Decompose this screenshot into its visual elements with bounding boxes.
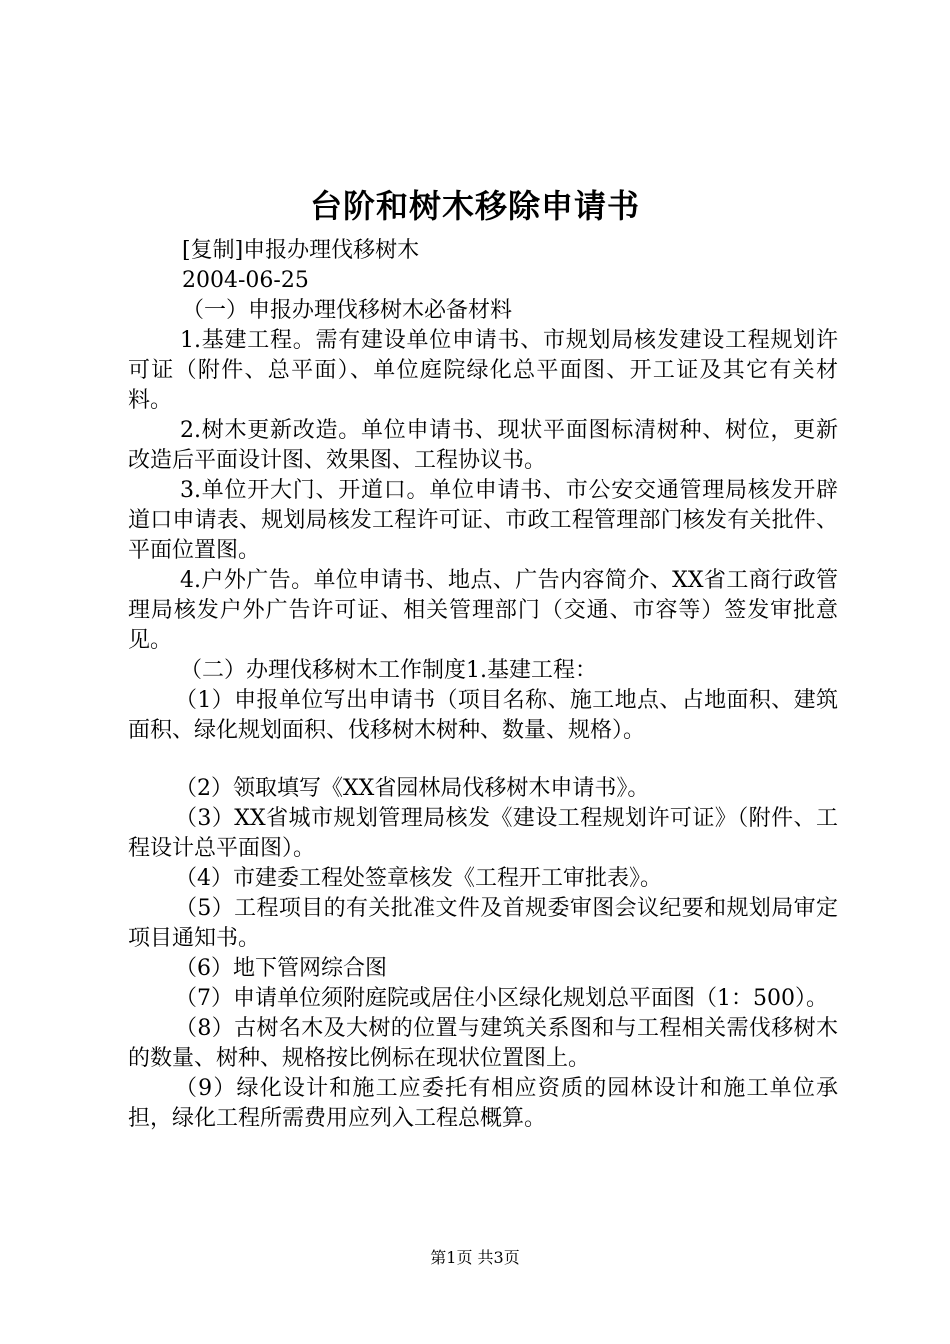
paragraph-section-1: （一）申报办理伐移树木必备材料	[182, 298, 513, 323]
paragraph-step-5: （5）工程项目的有关批准文件及首规委审图会议纪要和规划局审定项目通知书。	[128, 896, 838, 951]
paragraph-step-4: （4）市建委工程处签章核发《工程开工审批表》。	[175, 866, 662, 891]
paragraph-step-6: （6）地下管网综合图	[175, 956, 387, 981]
paragraph-item-2: 2.树木更新改造。单位申请书、现状平面图标清树种、树位，更新改造后平面设计图、效果图、工程协议书。	[128, 418, 838, 473]
paragraph-item-3: 3.单位开大门、开道口。单位申请书、市公安交通管理局核发开辟道口申请表、规划局核发工程许可证、市政工程管理部门核发有关批件、平面位置图。	[128, 478, 838, 563]
document-title: 台阶和树木移除申请书	[309, 187, 640, 225]
document-body	[128, 236, 838, 1134]
page-footer: 第1页 共3页	[430, 1248, 520, 1267]
paragraph-item-1: 1.基建工程。需有建设单位申请书、市规划局核发建设工程规划许可证（附件、总平面）、单位庭院绿化总平面图、开工证及其它有关材料。	[128, 328, 838, 413]
paragraph-date: 2004-06-25	[182, 268, 309, 293]
paragraph-step-3: （3）XX省城市规划管理局核发《建设工程规划许可证》（附件、工程设计总平面图）。	[128, 806, 838, 861]
paragraph-step-1: （1）申报单位写出申请书（项目名称、施工地点、占地面积、建筑面积、绿化规划面积、伐移树木树种、数量、规格）。	[128, 688, 838, 743]
paragraph-step-2: （2）领取填写《XX省园林局伐移树木申请书》。	[175, 776, 650, 801]
paragraph-step-8: （8）古树名木及大树的位置与建筑关系图和与工程相关需伐移树木的数量、树种、规格按比例标在现状位置图上。	[128, 1016, 838, 1071]
paragraph-source: [复制]申报办理伐移树木	[182, 238, 420, 263]
paragraph-step-9: （9）绿化设计和施工应委托有相应资质的园林设计和施工单位承担，绿化工程所需费用应列入工程总概算。	[128, 1076, 838, 1131]
paragraph-gap	[128, 746, 838, 774]
paragraph-step-7: （7）申请单位须附庭院或居住小区绿化规划总平面图（1：500）。	[175, 986, 828, 1011]
paragraph-item-4: 4.户外广告。单位申请书、地点、广告内容简介、XX省工商行政管理局核发户外广告许可证、相关管理部门（交通、市容等）签发审批意见。	[128, 568, 838, 653]
paragraph-section-2: （二）办理伐移树木工作制度1.基建工程：	[180, 658, 597, 683]
